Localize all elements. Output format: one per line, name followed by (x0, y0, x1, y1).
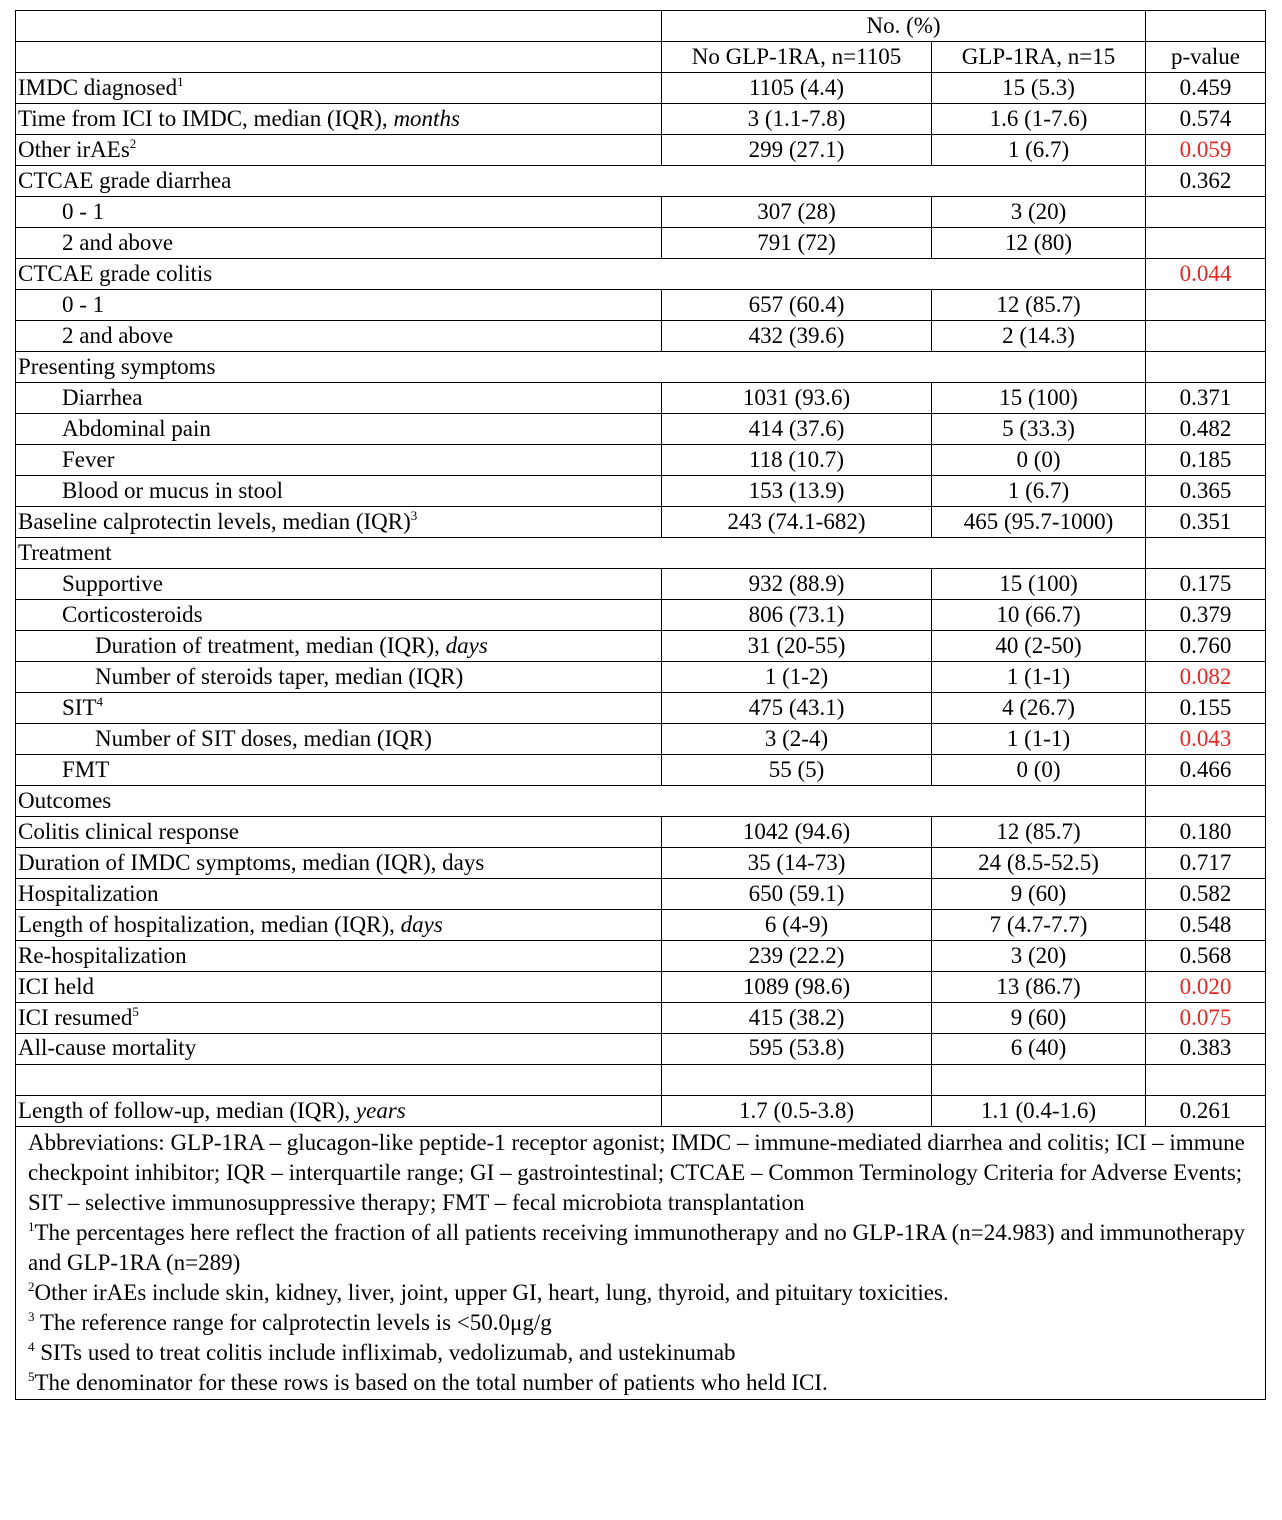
row-label (16, 1034, 662, 1065)
row-label-unit: years (355, 1098, 406, 1123)
cell-p-value: 0.082 (1146, 662, 1266, 693)
footnote-number: 2 (28, 1279, 35, 1294)
cell-glp1ra: 0 (0) (932, 445, 1146, 476)
cell-p-value (1146, 290, 1266, 321)
section-row (16, 166, 1266, 197)
row-label-text: Time from ICI to IMDC, median (IQR), (18, 106, 394, 131)
table-row (16, 414, 1266, 445)
cell-no-glp1ra: 299 (27.1) (662, 135, 932, 166)
cell-p-value: 0.261 (1146, 1096, 1266, 1127)
cell-p-value: 0.044 (1146, 259, 1266, 290)
row-label (16, 879, 662, 910)
row-label (16, 352, 662, 383)
row-label (16, 972, 662, 1003)
cell-p-value: 0.180 (1146, 817, 1266, 848)
table-row (16, 1034, 1266, 1065)
footnote-number: 1 (28, 1219, 35, 1234)
cell-glp1ra: 1 (1-1) (932, 662, 1146, 693)
table-row (16, 507, 1266, 538)
table-row (16, 383, 1266, 414)
row-label-text: 2 and above (62, 323, 174, 348)
cell-glp1ra: 0 (0) (932, 755, 1146, 786)
footnote-text: Other irAEs include skin, kidney, liver, joint, upper GI, heart, lung, thyroid, and pituitary toxicities. (34, 1280, 949, 1305)
cell-no-glp1ra: 31 (20-55) (662, 631, 932, 662)
row-label-text: Colitis clinical response (18, 819, 240, 844)
cell-p-value (1146, 321, 1266, 352)
section-span-cell (662, 352, 1146, 383)
cell-no-glp1ra: 239 (22.2) (662, 941, 932, 972)
row-label-text: Re-hospitalization (18, 943, 187, 968)
section-span-cell (662, 786, 1146, 817)
row-label-text: CTCAE grade colitis (18, 261, 213, 286)
empty-cell (932, 1065, 1146, 1096)
cell-p-value: 0.185 (1146, 445, 1266, 476)
cell-glp1ra: 1 (6.7) (932, 135, 1146, 166)
cell-p-value: 0.155 (1146, 693, 1266, 724)
header-glp1ra: GLP-1RA, n=15 (932, 42, 1146, 73)
cell-p-value: 0.043 (1146, 724, 1266, 755)
cell-no-glp1ra: 153 (13.9) (662, 476, 932, 507)
results-table (15, 10, 1266, 1400)
cell-p-value: 0.371 (1146, 383, 1266, 414)
footnote-marker: 3 (410, 508, 418, 523)
cell-no-glp1ra: 806 (73.1) (662, 600, 932, 631)
table-row (16, 910, 1266, 941)
cell-p-value (1146, 538, 1266, 569)
table-row (16, 197, 1266, 228)
row-label-text: IMDC diagnosed (18, 75, 178, 100)
row-label-text: Treatment (18, 540, 112, 565)
header-empty-cell (16, 11, 662, 42)
cell-no-glp1ra: 475 (43.1) (662, 693, 932, 724)
cell-glp1ra: 7 (4.7-7.7) (932, 910, 1146, 941)
footnotes-row (16, 1127, 1266, 1400)
cell-no-glp1ra: 1.7 (0.5-3.8) (662, 1096, 932, 1127)
cell-p-value: 0.362 (1146, 166, 1266, 197)
cell-glp1ra: 6 (40) (932, 1034, 1146, 1065)
row-label (16, 166, 662, 197)
row-label-text: Length of hospitalization, median (IQR), (18, 912, 401, 937)
cell-glp1ra: 15 (100) (932, 569, 1146, 600)
table-row (16, 445, 1266, 476)
row-label-text: Duration of IMDC symptoms, median (IQR), days (18, 850, 485, 875)
table-row (16, 104, 1266, 135)
row-label-text: Presenting symptoms (18, 354, 216, 379)
cell-p-value (1146, 197, 1266, 228)
row-label-text: Supportive (62, 571, 163, 596)
empty-cell (1146, 1065, 1266, 1096)
cell-p-value: 0.365 (1146, 476, 1266, 507)
cell-no-glp1ra: 3 (2-4) (662, 724, 932, 755)
cell-p-value: 0.075 (1146, 1003, 1266, 1034)
table-row (16, 476, 1266, 507)
cell-p-value: 0.482 (1146, 414, 1266, 445)
table-row (16, 1003, 1266, 1034)
row-label-text: Outcomes (18, 788, 112, 813)
row-label-text: SIT (62, 695, 97, 720)
table-row (16, 631, 1266, 662)
row-label (16, 507, 662, 538)
row-label-text: Length of follow-up, median (IQR), (18, 1098, 356, 1123)
cell-no-glp1ra: 1089 (98.6) (662, 972, 932, 1003)
header-row-group (16, 11, 1266, 42)
cell-no-glp1ra: 414 (37.6) (662, 414, 932, 445)
cell-p-value (1146, 352, 1266, 383)
footnote-marker: 1 (177, 74, 184, 89)
footnote-text: The percentages here reflect the fraction of all patients receiving immunotherapy and no GLP-1RA (n=24.983) and immunotherapy and GLP-1RA (n=289) (28, 1220, 1245, 1275)
cell-no-glp1ra: 1031 (93.6) (662, 383, 932, 414)
row-label-unit: days (445, 633, 488, 658)
cell-glp1ra: 1.6 (1-7.6) (932, 104, 1146, 135)
table-row (16, 755, 1266, 786)
cell-glp1ra: 12 (80) (932, 228, 1146, 259)
footnotes-cell (16, 1127, 1266, 1400)
footnote (28, 1278, 1253, 1308)
row-label (16, 755, 662, 786)
table-row (16, 600, 1266, 631)
row-label (16, 73, 662, 104)
table-row (16, 321, 1266, 352)
cell-p-value: 0.020 (1146, 972, 1266, 1003)
empty-cell (662, 1065, 932, 1096)
row-label (16, 104, 662, 135)
row-label-text: FMT (62, 757, 110, 782)
row-label (16, 476, 662, 507)
footnote-number: 3 (28, 1309, 35, 1324)
cell-p-value: 0.379 (1146, 600, 1266, 631)
row-label (16, 941, 662, 972)
row-label-text: Baseline calprotectin levels, median (IQR) (18, 509, 411, 534)
row-label-unit: months (393, 106, 460, 131)
cell-glp1ra: 3 (20) (932, 197, 1146, 228)
footnote-text: The reference range for calprotectin levels is <50.0μg/g (34, 1310, 552, 1335)
table-row (16, 1096, 1266, 1127)
row-label (16, 569, 662, 600)
cell-glp1ra: 5 (33.3) (932, 414, 1146, 445)
cell-p-value: 0.574 (1146, 104, 1266, 135)
footnote-number: 5 (28, 1369, 35, 1384)
cell-p-value: 0.175 (1146, 569, 1266, 600)
header-empty-cell (1146, 11, 1266, 42)
cell-p-value: 0.717 (1146, 848, 1266, 879)
cell-no-glp1ra: 791 (72) (662, 228, 932, 259)
footnote (28, 1338, 1253, 1368)
table-row (16, 662, 1266, 693)
row-label (16, 910, 662, 941)
table-row (16, 228, 1266, 259)
cell-no-glp1ra: 55 (5) (662, 755, 932, 786)
row-label-text: Number of steroids taper, median (IQR) (95, 664, 464, 689)
row-label-text: Abdominal pain (62, 416, 211, 441)
cell-no-glp1ra: 35 (14-73) (662, 848, 932, 879)
row-label (16, 848, 662, 879)
section-span-cell (662, 166, 1146, 197)
row-label-unit: days (400, 912, 443, 937)
cell-p-value: 0.459 (1146, 73, 1266, 104)
cell-glp1ra: 40 (2-50) (932, 631, 1146, 662)
table-row (16, 817, 1266, 848)
table-row (16, 693, 1266, 724)
cell-glp1ra: 13 (86.7) (932, 972, 1146, 1003)
row-label (16, 693, 662, 724)
table-row (16, 941, 1266, 972)
row-label (16, 135, 662, 166)
row-label (16, 445, 662, 476)
cell-glp1ra: 1.1 (0.4-1.6) (932, 1096, 1146, 1127)
row-label-text: Fever (62, 447, 115, 472)
row-label (16, 383, 662, 414)
section-row (16, 786, 1266, 817)
cell-p-value: 0.383 (1146, 1034, 1266, 1065)
row-label (16, 600, 662, 631)
cell-no-glp1ra: 118 (10.7) (662, 445, 932, 476)
row-label-text: Duration of treatment, median (IQR), (95, 633, 446, 658)
cell-p-value: 0.760 (1146, 631, 1266, 662)
table-row (16, 848, 1266, 879)
cell-no-glp1ra: 432 (39.6) (662, 321, 932, 352)
header-group-label: No. (%) (662, 11, 1146, 42)
table-row (16, 972, 1266, 1003)
section-span-cell (662, 259, 1146, 290)
section-row (16, 352, 1266, 383)
spacer-row (16, 1065, 1266, 1096)
cell-p-value: 0.351 (1146, 507, 1266, 538)
row-label-text: Number of SIT doses, median (IQR) (95, 726, 432, 751)
footnote-marker: 2 (129, 136, 137, 151)
row-label (16, 259, 662, 290)
cell-glp1ra: 465 (95.7-1000) (932, 507, 1146, 538)
cell-no-glp1ra: 415 (38.2) (662, 1003, 932, 1034)
footnote (28, 1218, 1253, 1278)
section-row (16, 538, 1266, 569)
header-empty-cell (16, 42, 662, 73)
footnote-text: The denominator for these rows is based on the total number of patients who held ICI. (34, 1370, 828, 1395)
cell-glp1ra: 3 (20) (932, 941, 1146, 972)
table-row (16, 724, 1266, 755)
row-label-text: 0 - 1 (62, 292, 105, 317)
row-label-text: 0 - 1 (62, 199, 105, 224)
row-label-text: Diarrhea (62, 385, 143, 410)
footnote-marker: 4 (96, 694, 103, 709)
section-span-cell (662, 538, 1146, 569)
footnote (28, 1308, 1253, 1338)
row-label-text: Other irAEs (18, 137, 130, 162)
cell-glp1ra: 4 (26.7) (932, 693, 1146, 724)
cell-glp1ra: 1 (6.7) (932, 476, 1146, 507)
row-label-text: Corticosteroids (62, 602, 203, 627)
row-label (16, 1003, 662, 1034)
row-label-text: ICI held (18, 974, 95, 999)
table-row (16, 73, 1266, 104)
cell-no-glp1ra: 1105 (4.4) (662, 73, 932, 104)
header-row-columns (16, 42, 1266, 73)
footnote-marker: 5 (132, 1004, 139, 1019)
cell-no-glp1ra: 932 (88.9) (662, 569, 932, 600)
row-label (16, 290, 662, 321)
cell-glp1ra: 12 (85.7) (932, 817, 1146, 848)
cell-p-value: 0.466 (1146, 755, 1266, 786)
row-label (16, 631, 662, 662)
cell-no-glp1ra: 595 (53.8) (662, 1034, 932, 1065)
row-label-text: CTCAE grade diarrhea (18, 168, 232, 193)
row-label (16, 817, 662, 848)
row-label-text: Hospitalization (18, 881, 159, 906)
cell-glp1ra: 2 (14.3) (932, 321, 1146, 352)
cell-p-value: 0.568 (1146, 941, 1266, 972)
cell-p-value (1146, 228, 1266, 259)
footnote (28, 1128, 1253, 1218)
cell-glp1ra: 12 (85.7) (932, 290, 1146, 321)
cell-p-value (1146, 786, 1266, 817)
footnote (28, 1368, 1253, 1398)
row-label (16, 197, 662, 228)
header-no-glp1ra: No GLP-1RA, n=1105 (662, 42, 932, 73)
cell-glp1ra: 10 (66.7) (932, 600, 1146, 631)
footnote-text: Abbreviations: GLP-1RA – glucagon-like peptide-1 receptor agonist; IMDC – immune-mediated diarrhea and colitis; ICI – immune checkpoint inhibitor; IQR – interquartile range; GI – gastrointestinal; CTCAE – Common Terminology Criteria for Adverse Events; SIT – selective immunosuppressive therapy; FMT – fecal microbiota transplantation (28, 1130, 1245, 1215)
row-label (16, 1096, 662, 1127)
row-label-text: All-cause mortality (18, 1035, 197, 1060)
table-body (16, 11, 1266, 1400)
footnote-number: 4 (28, 1339, 35, 1354)
section-row (16, 259, 1266, 290)
row-label (16, 724, 662, 755)
cell-no-glp1ra: 307 (28) (662, 197, 932, 228)
row-label-text: 2 and above (62, 230, 174, 255)
row-label (16, 321, 662, 352)
row-label-text: Blood or mucus in stool (62, 478, 284, 503)
cell-no-glp1ra: 6 (4-9) (662, 910, 932, 941)
row-label (16, 662, 662, 693)
row-label (16, 414, 662, 445)
cell-glp1ra: 15 (100) (932, 383, 1146, 414)
header-p-value: p-value (1146, 42, 1266, 73)
empty-cell (16, 1065, 662, 1096)
cell-p-value: 0.582 (1146, 879, 1266, 910)
cell-no-glp1ra: 650 (59.1) (662, 879, 932, 910)
row-label (16, 228, 662, 259)
cell-glp1ra: 24 (8.5-52.5) (932, 848, 1146, 879)
row-label (16, 786, 662, 817)
cell-glp1ra: 15 (5.3) (932, 73, 1146, 104)
cell-glp1ra: 9 (60) (932, 879, 1146, 910)
cell-no-glp1ra: 1042 (94.6) (662, 817, 932, 848)
cell-glp1ra: 9 (60) (932, 1003, 1146, 1034)
cell-p-value: 0.059 (1146, 135, 1266, 166)
cell-no-glp1ra: 657 (60.4) (662, 290, 932, 321)
cell-no-glp1ra: 1 (1-2) (662, 662, 932, 693)
table-row (16, 135, 1266, 166)
cell-glp1ra: 1 (1-1) (932, 724, 1146, 755)
table-row (16, 879, 1266, 910)
footnote-text: SITs used to treat colitis include infliximab, vedolizumab, and ustekinumab (34, 1340, 736, 1365)
row-label (16, 538, 662, 569)
cell-p-value: 0.548 (1146, 910, 1266, 941)
cell-no-glp1ra: 3 (1.1-7.8) (662, 104, 932, 135)
cell-no-glp1ra: 243 (74.1-682) (662, 507, 932, 538)
row-label-text: ICI resumed (18, 1005, 133, 1030)
table-row (16, 290, 1266, 321)
table-row (16, 569, 1266, 600)
